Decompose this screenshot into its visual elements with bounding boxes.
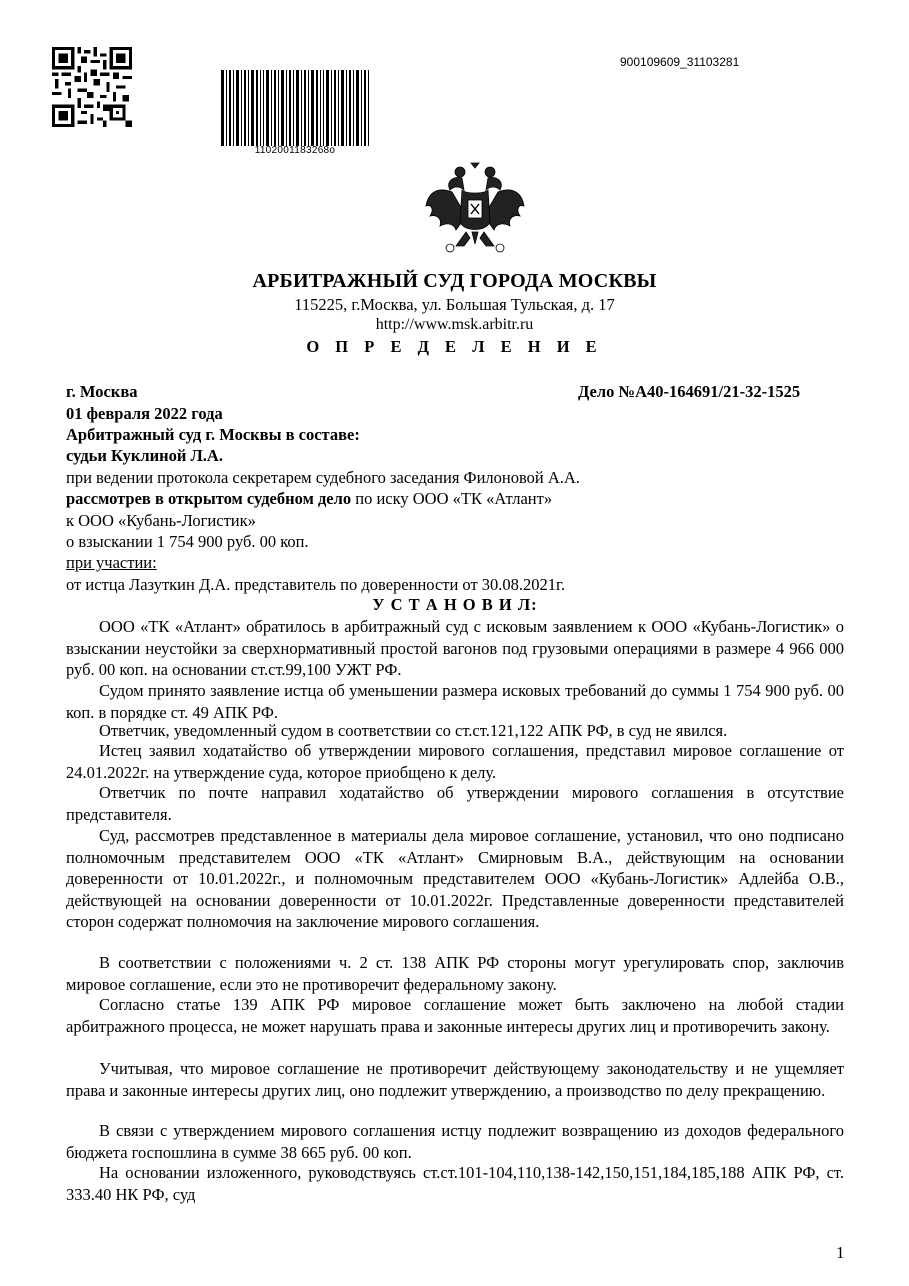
court-name: АРБИТРАЖНЫЙ СУД ГОРОДА МОСКВЫ [252, 270, 657, 292]
paragraph-1: ООО «ТК «Атлант» обратилось в арбитражный суд с исковым заявлением к ООО «Кубань-Логистик» о взыскании неустойки за сверхнормативный простой вагонов под грузовыми операциями в размере 4 966 000 руб. 00 коп. на основании ст.ст.99,100 УЖТ РФ. [66, 617, 844, 679]
decision-date: 01 февраля 2022 года [66, 404, 223, 423]
paragraph-10: В связи с утверждением мирового соглашения истцу подлежит возвращению из доходов федерального бюджета госпошлина в сумме 38 665 руб. 00 коп. [66, 1121, 844, 1162]
paragraph-2: Судом принято заявление истца об уменьшении размера исковых требований до суммы 1 754 900 руб. 00 коп. в порядке ст. 49 АПК РФ. [66, 681, 844, 722]
case-consideration [66, 489, 844, 509]
document-title: О П Р Е Д Е Л Е Н И Е [306, 337, 603, 356]
page-number: 1 [836, 1243, 845, 1262]
case-number: Дело №А40-164691/21-32-1525 [578, 382, 801, 401]
defendant: к ООО «Кубань-Логистик» [66, 511, 256, 530]
paragraph-5: Ответчик по почте направил ходатайство об утверждении мирового соглашения в отсутствие представителя. [66, 783, 844, 824]
document-id: 900109609_31103281 [620, 55, 740, 69]
paragraph-3: Ответчик, уведомленный судом в соответствии со ст.ст.121,122 АПК РФ, в суд не явился. [99, 721, 728, 740]
established-heading: У С Т А Н О В И Л: [372, 595, 538, 614]
paragraph-4: Истец заявил ходатайство об утверждении мирового соглашения, представил мировое соглашение от 24.01.2022г. на утверждение суда, которое приобщено к делу. [66, 741, 844, 782]
qr-code-icon [52, 47, 132, 127]
consideration-rest: по иску ООО «ТК «Атлант» [351, 489, 553, 508]
protocol-info: при ведении протокола секретарем судебного заседания Филоновой А.А. [66, 468, 580, 487]
barcode-number: 1102001183268о [254, 145, 336, 156]
court-website-link[interactable]: http://www.msk.arbitr.ru [375, 316, 534, 333]
paragraph-6: Суд, рассмотрев представленное в материалы дела мировое соглашение, установил, что оно подписано полномочным представителем ООО «ТК «Атлант» Смирновым В.А., действующим на основании доверенности от 10.01.2022г., и полномочным представителем ООО «Кубань-Логистик» Адлейба О.В., действующей на основании доверенности от 10.01.2022г. Представленные доверенности представителей сторон содержат полномочия на заключение мирового соглашения. [66, 826, 844, 931]
city: г. Москва [66, 382, 138, 401]
coat-of-arms-icon [422, 160, 528, 260]
paragraph-11: На основании изложенного, руководствуясь ст.ст.101-104,110,138-142,150,151,184,185,188 АПК РФ, ст. 333.40 НК РФ, суд [66, 1163, 844, 1204]
paragraph-9: Учитывая, что мировое соглашение не противоречит действующему законодательству и не ущемляет права и законные интересы других лиц, оно подлежит утверждению, а производство по делу прекращению. [66, 1059, 844, 1100]
participation-details: от истца Лазуткин Д.А. представитель по доверенности от 30.08.2021г. [66, 575, 566, 594]
court-composition: Арбитражный суд г. Москвы в составе: [66, 425, 360, 444]
claim-amount: о взыскании 1 754 900 руб. 00 коп. [66, 532, 309, 551]
consideration-bold: рассмотрев в открытом судебном дело [66, 489, 352, 508]
paragraph-7: В соответствии с положениями ч. 2 ст. 138 АПК РФ стороны могут урегулировать спор, заключив мировое соглашение, если это не противоречит федеральному закону. [66, 953, 844, 994]
barcode-icon [221, 70, 369, 146]
participation-label: при участии: [66, 553, 157, 572]
judge-name: судьи Куклиной Л.А. [66, 446, 223, 465]
court-address: 115225, г.Москва, ул. Большая Тульская, д. 17 [294, 295, 615, 314]
paragraph-8: Согласно статье 139 АПК РФ мировое соглашение может быть заключено на любой стадии арбитражного процесса, не может нарушать права и законные интересы других лиц и противоречить закону. [66, 995, 844, 1036]
